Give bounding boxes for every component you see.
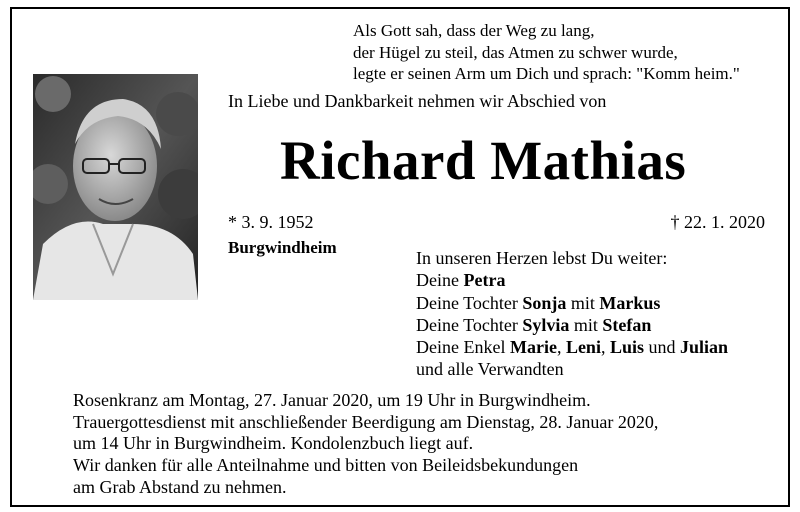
mourners-closing: und alle Verwandten — [416, 359, 564, 380]
poem-line: der Hügel zu steil, das Atmen zu schwer wurde, — [353, 42, 678, 62]
poem-line: Als Gott sah, dass der Weg zu lang, — [353, 21, 595, 40]
portrait-photo — [33, 74, 198, 300]
death-date: † 22. 1. 2020 — [670, 212, 765, 232]
service-notice — [73, 390, 658, 499]
poem — [353, 20, 740, 85]
deceased-name: Richard Mathias — [280, 130, 687, 191]
mourners-list — [416, 247, 728, 381]
poem-line: legte er seinen Arm um Dich und sprach: "Komm heim." — [353, 64, 740, 83]
mourner-line: Deine Enkel Marie, Leni, Luis und Julian — [416, 337, 729, 358]
notice-line: Trauergottesdienst mit anschließender Beerdigung am Dienstag, 28. Januar 2020, — [73, 411, 659, 432]
mourners-heading: In unseren Herzen lebst Du weiter: — [416, 248, 668, 268]
notice-line: um 14 Uhr in Burgwindheim. Kondolenzbuch liegt auf. — [73, 433, 474, 454]
birth-date: * 3. 9. 1952 — [228, 212, 314, 232]
hometown: Burgwindheim — [228, 238, 337, 257]
mourner-line: Deine Tochter Sonja mit Markus — [416, 292, 661, 313]
notice-line: Wir danken für alle Anteilnahme und bitten von Beileidsbekundungen — [73, 455, 579, 476]
mourner-line: Deine Tochter Sylvia mit Stefan — [416, 314, 652, 335]
mourner-line: Deine Petra — [416, 270, 506, 291]
notice-line: Rosenkranz am Montag, 27. Januar 2020, um 19 Uhr in Burgwindheim. — [73, 390, 591, 410]
intro-text: In Liebe und Dankbarkeit nehmen wir Abschied von — [228, 91, 607, 111]
notice-line: am Grab Abstand zu nehmen. — [73, 476, 287, 497]
